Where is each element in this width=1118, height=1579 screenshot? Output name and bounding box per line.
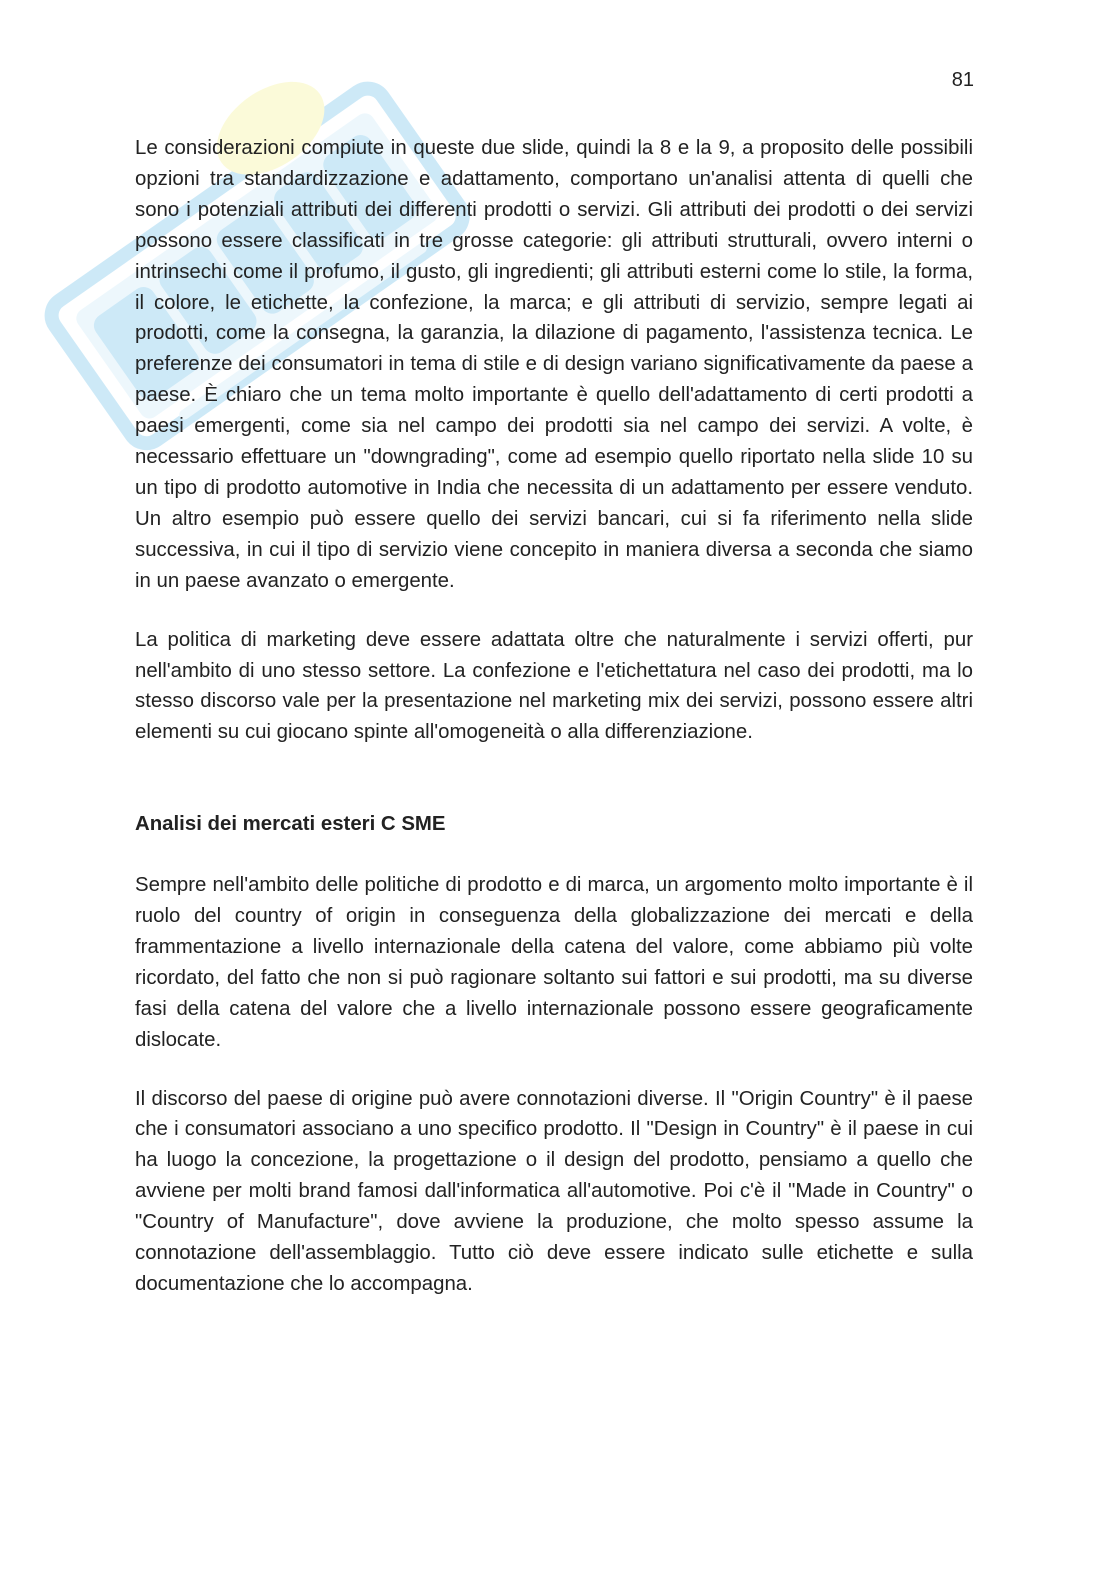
paragraph: Le considerazioni compiute in queste due slide, quindi la 8 e la 9, a proposito delle possibili opzioni tra standardizzazione e adattamento, comportano un'analisi attenta di quelli che sono i potenziali attributi dei differenti prodotti o servizi. Gli attributi dei prodotti o dei servizi possono essere classificati in tre grosse categorie: gli attributi strutturali, ovvero interni o intrinsechi come il profumo, il gusto, gli ingredienti; gli attributi esterni come lo stile, la forma, il colore, le etichette, la confezione, la marca; e gli attributi di servizio, sempre legati ai prodotti, come la consegna, la garanzia, la dilazione di pagamento, l'assistenza tecnica. Le preferenze dei consumatori in tema di stile e di design variano significativamente da paese a paese. È chiaro che un tema molto importante è quello dell'adattamento di certi prodotti a paesi emergenti, come sia nel campo dei prodotti sia nel campo dei servizi. A volte, è necessario effettuare un "downgrading", come ad esempio quello riportato nella slide 10 su un tipo di prodotto automotive in India che necessita di un adattamento per essere venduto. Un altro esempio può essere quello dei servizi bancari, cui si fa riferimento nella slide successiva, in cui il tipo di servizio viene concepito in maniera diversa a seconda che siamo in un paese avanzato o emergente. xyxy=(135,137,973,592)
paragraph: Il discorso del paese di origine può avere connotazioni diverse. Il "Origin Country" è il paese che i consumatori associano a uno specifico prodotto. Il "Design in Country" è il paese in cui ha luogo la concezione, la progettazione o il design del prodotto, pensiamo a quello che avviene per molti brand famosi dall'informatica all'automotive. Poi c'è il "Made in Country" o "Country of Manufacture", dove avviene la produzione, che molto spesso assume la connotazione dell'assemblaggio. Tutto ciò deve essere indicato sulle etichette e sulla documentazione che lo accompagna. xyxy=(135,1087,973,1295)
section-heading: Analisi dei mercati esteri C SME xyxy=(135,813,446,836)
document-body xyxy=(135,133,973,1300)
page-number: 81 xyxy=(951,69,974,91)
paragraph: La politica di marketing deve essere adattata oltre che naturalmente i servizi offerti, pur nell'ambito di uno stesso settore. La confezione e l'etichettatura nel caso dei prodotti, ma lo stesso discorso vale per la presentazione nel marketing mix dei servizi, possono essere altri elementi su cui giocano spinte all'omogeneità o alla differenziazione. xyxy=(135,628,973,744)
paragraph: Sempre nell'ambito delle politiche di prodotto e di marca, un argomento molto importante è il ruolo del country of origin in conseguenza della globalizzazione dei mercati e della frammentazione a livello internazionale della catena del valore, come abbiamo più volte ricordato, del fatto che non si può ragionare soltanto sui fattori e sui prodotti, ma su diverse fasi della catena del valore che a livello internazionale possono essere geograficamente dislocate. xyxy=(135,874,973,1051)
